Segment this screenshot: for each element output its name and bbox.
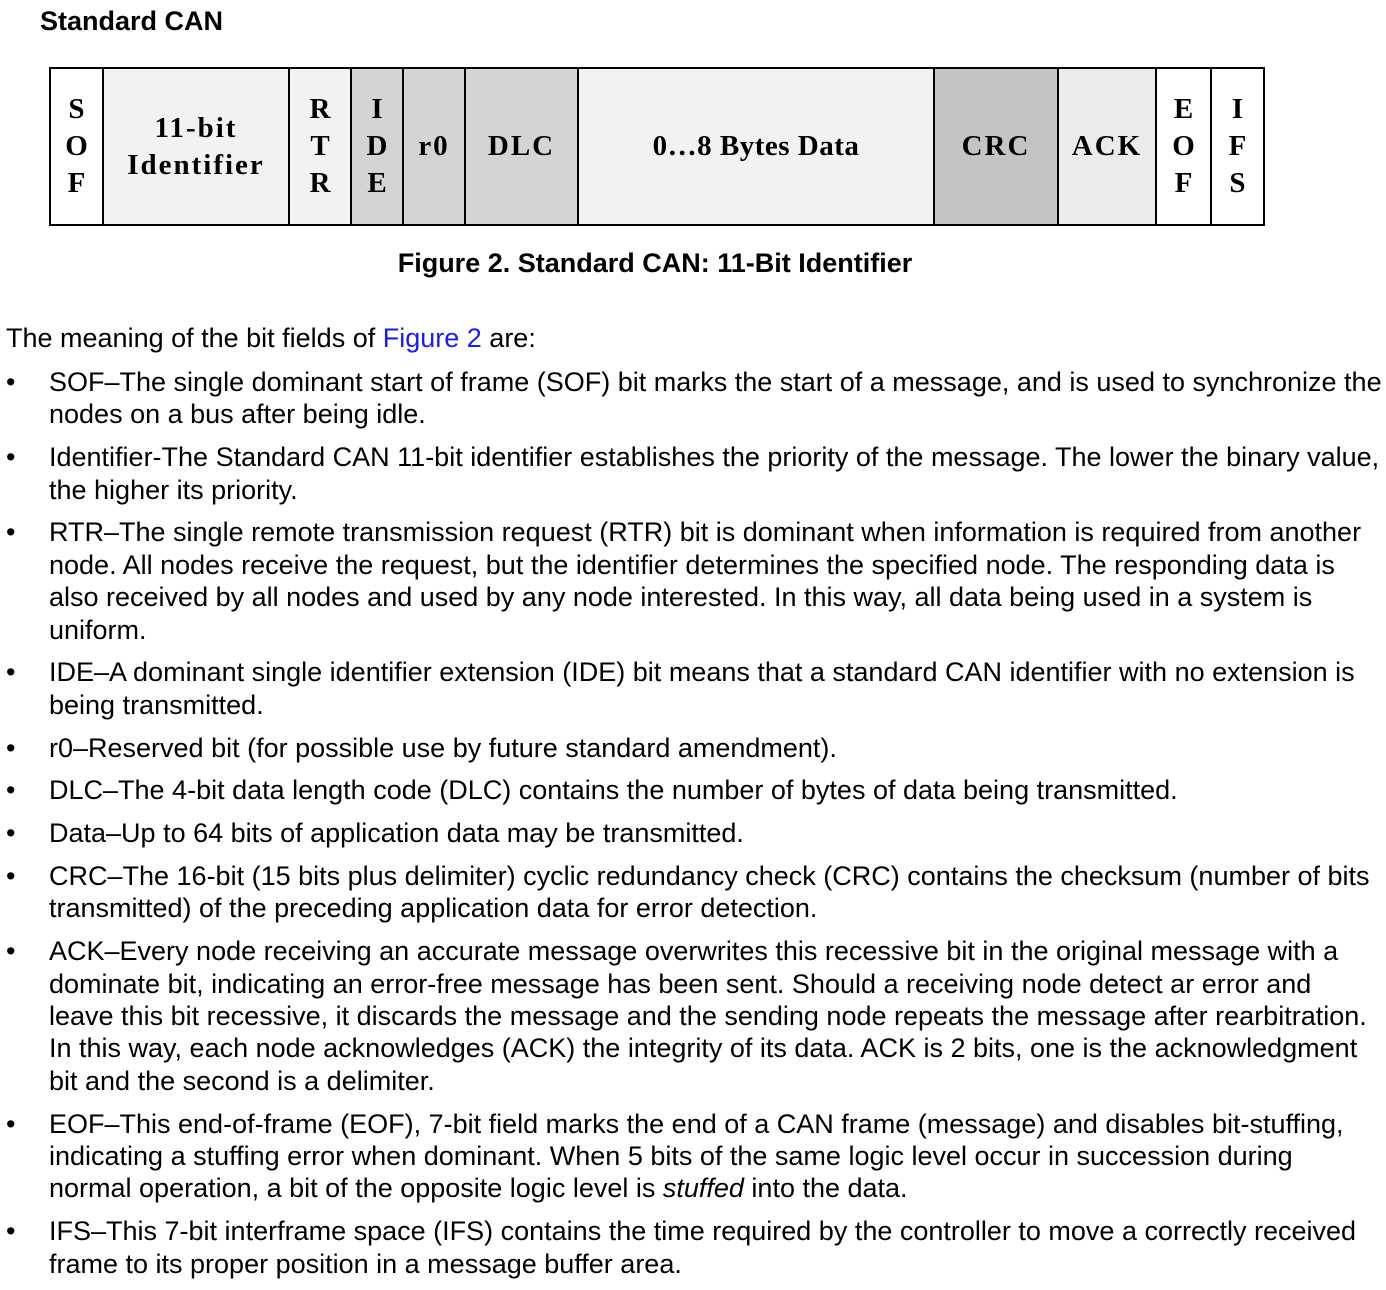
list-item-eof [0, 1108, 1386, 1205]
list-item-text: DLC–The 4-bit data length code (DLC) contains the number of bytes of data being transmitted. [49, 775, 1178, 806]
figure-2-link[interactable]: Figure 2 [382, 323, 482, 353]
bullet-icon: • [6, 657, 16, 688]
list-item-ack [0, 935, 1386, 1097]
list-item-ifs [0, 1215, 1386, 1280]
list-item-r0 [0, 732, 1386, 764]
list-item-ide [0, 656, 1386, 721]
list-item-sof [0, 366, 1386, 431]
bullet-icon: • [6, 1216, 16, 1247]
frame-field-r0: r0 [404, 69, 466, 224]
list-item-text: SOF–The single dominant start of frame (SOF) bit marks the start of a message, and is used to synchronize the nodes on a bus after being idle. [49, 367, 1382, 430]
bullet-icon: • [6, 1108, 16, 1139]
frame-field-identifier: 11-bit Identifier [104, 69, 290, 224]
bullet-icon: • [6, 517, 16, 548]
list-item-text: IDE–A dominant single identifier extension (IDE) bit means that a standard CAN identifier with no extension is being transmitted. [49, 657, 1355, 720]
list-item-crc [0, 860, 1386, 925]
figure-caption: Figure 2. Standard CAN: 11-Bit Identifier [397, 248, 913, 278]
list-item-identifier [0, 441, 1386, 506]
bullet-icon: • [6, 367, 16, 397]
section-heading: Standard CAN [40, 6, 224, 36]
bullet-icon: • [6, 936, 16, 967]
bullet-icon: • [6, 861, 16, 892]
frame-field-ack: ACK [1059, 69, 1157, 224]
can-frame-diagram [49, 67, 1265, 226]
list-item-text: RTR–The single remote transmission request (RTR) bit is dominant when information is required from another node. All nodes receive the request, but the identifier determines the specified node. The responding data is also received by all nodes and used by any node interested. In this way, all data being used in a system is uniform. [49, 517, 1362, 645]
bullet-icon: • [6, 818, 16, 849]
intro-text-before: The meaning of the bit fields of [6, 323, 383, 353]
list-item-text: Data–Up to 64 bits of application data may be transmitted. [49, 818, 744, 849]
intro-text-after: are: [481, 323, 536, 353]
eof-text-main: EOF–This end-of-frame (EOF), 7-bit field marks the end of a CAN frame (message) and disables bit-stuffing, indicating a stuffing error when dominant. When 5 bits of the same logic level occur in succession during normal operation, a bit of the opposite logic level is [49, 1108, 1344, 1204]
bullet-icon: • [6, 732, 16, 763]
frame-field-sof: S O F [51, 69, 104, 224]
frame-field-eof: E O F [1157, 69, 1212, 224]
list-item-text: ACK–Every node receiving an accurate message overwrites this recessive bit in the original message with a dominate bit, indicating an error-free message has been sent. Should a receiving node detect ar error and leave this bit recessive, it discards the message and the sending node repeats the message after rearbitration. In this way, each node acknowledges (ACK) the integrity of its data. ACK is 2 bits, one is the acknowledgment bit and the second is a delimiter. [49, 936, 1367, 1096]
list-item-text [49, 1108, 1382, 1205]
frame-field-ide: I D E [352, 69, 404, 224]
list-item-text: Identifier-The Standard CAN 11-bit identifier establishes the priority of the message. The lower the binary value, the higher its priority. [49, 442, 1380, 505]
list-item-dlc [0, 774, 1386, 806]
bullet-icon: • [6, 442, 16, 473]
list-item-text: IFS–This 7-bit interframe space (IFS) contains the time required by the controller to move a correctly received frame to its proper position in a message buffer area. [49, 1216, 1357, 1279]
frame-field-rtr: R T R [290, 69, 352, 224]
frame-field-crc: CRC [935, 69, 1059, 224]
eof-emphasis: stuffed [662, 1173, 744, 1204]
list-item-data [0, 817, 1386, 849]
list-item-text: CRC–The 16-bit (15 bits plus delimiter) cyclic redundancy check (CRC) contains the checksum (number of bits transmitted) of the preceding application data for error detection. [49, 861, 1370, 924]
eof-text-tail: into the data. [743, 1173, 908, 1204]
frame-field-dlc: DLC [466, 69, 579, 224]
intro-paragraph [6, 323, 536, 354]
list-item-text: r0–Reserved bit (for possible use by future standard amendment). [49, 732, 837, 763]
frame-field-ifs: I F S [1212, 69, 1265, 224]
field-definitions-list [0, 366, 1386, 1290]
frame-field-data: 0…8 Bytes Data [579, 69, 935, 224]
bullet-icon: • [6, 775, 16, 806]
list-item-rtr [0, 516, 1386, 646]
